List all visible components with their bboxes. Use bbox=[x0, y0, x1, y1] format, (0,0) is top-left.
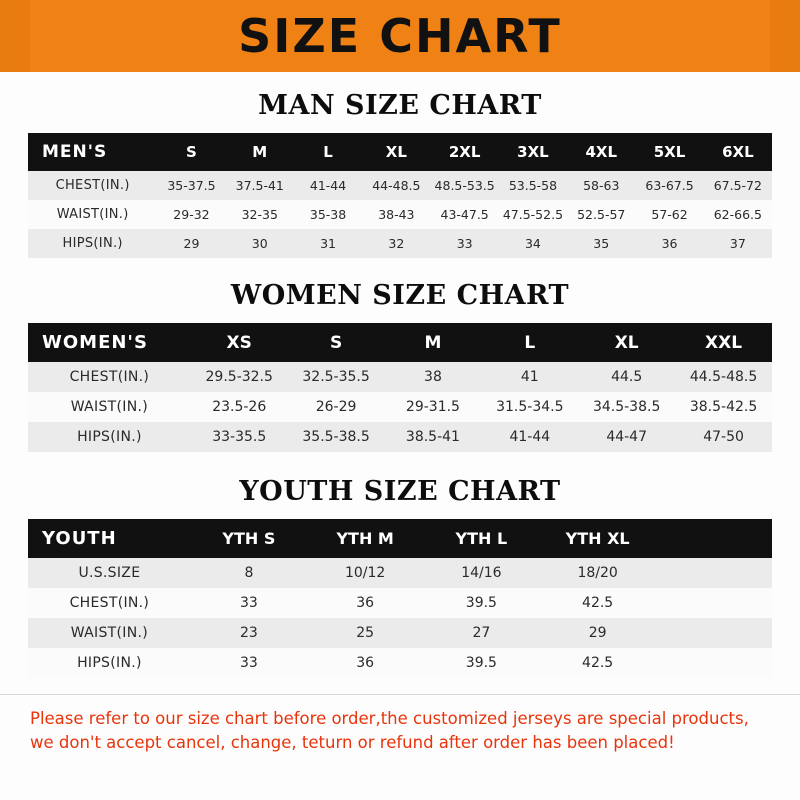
cell: 44-48.5 bbox=[362, 171, 430, 200]
table-row bbox=[28, 171, 772, 200]
column-header-spacer bbox=[656, 519, 772, 558]
table-row bbox=[28, 618, 772, 648]
cell: 32-35 bbox=[226, 200, 294, 229]
cell: 38.5-41 bbox=[385, 422, 482, 452]
cell: 8 bbox=[191, 558, 307, 588]
banner-left-accent bbox=[0, 0, 30, 72]
cell: 10/12 bbox=[307, 558, 423, 588]
table-row bbox=[28, 229, 772, 258]
footer-note bbox=[0, 694, 800, 755]
cell: 35-37.5 bbox=[157, 171, 225, 200]
cell: 32 bbox=[362, 229, 430, 258]
cell: 48.5-53.5 bbox=[431, 171, 499, 200]
column-header-rowlabel: YOUTH bbox=[28, 519, 191, 558]
table-header-row bbox=[28, 323, 772, 362]
banner-right-accent bbox=[770, 0, 800, 72]
page-title: SIZE CHART bbox=[238, 9, 562, 63]
row-label-us-size: U.S.SIZE bbox=[28, 558, 191, 588]
section-women bbox=[28, 280, 772, 452]
table-row bbox=[28, 392, 772, 422]
cell: 29 bbox=[540, 618, 656, 648]
column-header-6xl: 6XL bbox=[704, 133, 772, 171]
cell: 38-43 bbox=[362, 200, 430, 229]
column-header-rowlabel: WOMEN'S bbox=[28, 323, 191, 362]
cell: 29 bbox=[157, 229, 225, 258]
column-header-xl: XL bbox=[362, 133, 430, 171]
column-header-3xl: 3XL bbox=[499, 133, 567, 171]
column-header-yth-l: YTH L bbox=[423, 519, 539, 558]
cell: 33 bbox=[431, 229, 499, 258]
cell: 44.5-48.5 bbox=[675, 362, 772, 392]
table-row bbox=[28, 422, 772, 452]
cell: 39.5 bbox=[423, 588, 539, 618]
cell: 35 bbox=[567, 229, 635, 258]
man-size-table bbox=[28, 133, 772, 258]
cell: 29-31.5 bbox=[385, 392, 482, 422]
cell: 33 bbox=[191, 648, 307, 678]
cell: 37.5-41 bbox=[226, 171, 294, 200]
women-size-table bbox=[28, 323, 772, 452]
cell-empty bbox=[656, 558, 772, 588]
cell: 23.5-26 bbox=[191, 392, 288, 422]
column-header-4xl: 4XL bbox=[567, 133, 635, 171]
row-label-chest: CHEST(IN.) bbox=[28, 362, 191, 392]
cell: 35.5-38.5 bbox=[288, 422, 385, 452]
cell: 53.5-58 bbox=[499, 171, 567, 200]
section-title-women: WOMEN SIZE CHART bbox=[230, 280, 570, 311]
cell: 29-32 bbox=[157, 200, 225, 229]
table-row bbox=[28, 588, 772, 618]
cell: 41-44 bbox=[481, 422, 578, 452]
row-label-waist: WAIST(IN.) bbox=[28, 392, 191, 422]
cell: 38 bbox=[385, 362, 482, 392]
row-label-hips: HIPS(IN.) bbox=[28, 422, 191, 452]
cell: 29.5-32.5 bbox=[191, 362, 288, 392]
column-header-2xl: 2XL bbox=[431, 133, 499, 171]
cell: 37 bbox=[704, 229, 772, 258]
row-label-hips: HIPS(IN.) bbox=[28, 229, 157, 258]
column-header-xl: XL bbox=[578, 323, 675, 362]
table-header-row bbox=[28, 133, 772, 171]
chart-content bbox=[0, 90, 800, 678]
table-row bbox=[28, 558, 772, 588]
column-header-s: S bbox=[288, 323, 385, 362]
table-row bbox=[28, 362, 772, 392]
cell: 43-47.5 bbox=[431, 200, 499, 229]
table-row bbox=[28, 200, 772, 229]
cell: 62-66.5 bbox=[704, 200, 772, 229]
page-banner bbox=[0, 0, 800, 72]
cell: 14/16 bbox=[423, 558, 539, 588]
note-line-1: Please refer to our size chart before order,the customized jerseys are special products, bbox=[30, 709, 749, 728]
cell-empty bbox=[656, 648, 772, 678]
cell: 38.5-42.5 bbox=[675, 392, 772, 422]
cell: 47.5-52.5 bbox=[499, 200, 567, 229]
cell: 18/20 bbox=[540, 558, 656, 588]
cell: 58-63 bbox=[567, 171, 635, 200]
cell: 67.5-72 bbox=[704, 171, 772, 200]
column-header-l: L bbox=[481, 323, 578, 362]
cell: 39.5 bbox=[423, 648, 539, 678]
cell: 47-50 bbox=[675, 422, 772, 452]
column-header-xxl: XXL bbox=[675, 323, 772, 362]
cell: 44-47 bbox=[578, 422, 675, 452]
cell: 32.5-35.5 bbox=[288, 362, 385, 392]
row-label-waist: WAIST(IN.) bbox=[28, 200, 157, 229]
cell: 41-44 bbox=[294, 171, 362, 200]
cell: 63-67.5 bbox=[635, 171, 703, 200]
column-header-rowlabel: MEN'S bbox=[28, 133, 157, 171]
cell: 34 bbox=[499, 229, 567, 258]
cell: 25 bbox=[307, 618, 423, 648]
cell: 33 bbox=[191, 588, 307, 618]
column-header-5xl: 5XL bbox=[635, 133, 703, 171]
column-header-yth-s: YTH S bbox=[191, 519, 307, 558]
cell: 30 bbox=[226, 229, 294, 258]
youth-size-table bbox=[28, 519, 772, 678]
cell: 42.5 bbox=[540, 588, 656, 618]
cell: 57-62 bbox=[635, 200, 703, 229]
row-label-chest: CHEST(IN.) bbox=[28, 171, 157, 200]
cell: 31.5-34.5 bbox=[481, 392, 578, 422]
cell: 23 bbox=[191, 618, 307, 648]
section-youth bbox=[28, 476, 772, 678]
cell: 41 bbox=[481, 362, 578, 392]
column-header-xs: XS bbox=[191, 323, 288, 362]
section-title-youth: YOUTH SIZE CHART bbox=[239, 476, 561, 507]
cell: 34.5-38.5 bbox=[578, 392, 675, 422]
cell: 42.5 bbox=[540, 648, 656, 678]
cell: 36 bbox=[307, 588, 423, 618]
cell: 36 bbox=[307, 648, 423, 678]
section-title-man: MAN SIZE CHART bbox=[258, 90, 542, 121]
cell: 27 bbox=[423, 618, 539, 648]
section-man bbox=[28, 90, 772, 258]
column-header-l: L bbox=[294, 133, 362, 171]
table-row bbox=[28, 648, 772, 678]
column-header-m: M bbox=[226, 133, 294, 171]
cell: 33-35.5 bbox=[191, 422, 288, 452]
table-header-row bbox=[28, 519, 772, 558]
column-header-m: M bbox=[385, 323, 482, 362]
row-label-waist: WAIST(IN.) bbox=[28, 618, 191, 648]
column-header-yth-m: YTH M bbox=[307, 519, 423, 558]
cell: 26-29 bbox=[288, 392, 385, 422]
cell-empty bbox=[656, 618, 772, 648]
column-header-yth-xl: YTH XL bbox=[540, 519, 656, 558]
cell: 52.5-57 bbox=[567, 200, 635, 229]
cell: 31 bbox=[294, 229, 362, 258]
row-label-chest: CHEST(IN.) bbox=[28, 588, 191, 618]
cell: 44.5 bbox=[578, 362, 675, 392]
cell: 36 bbox=[635, 229, 703, 258]
cell-empty bbox=[656, 588, 772, 618]
column-header-s: S bbox=[157, 133, 225, 171]
note-line-2: we don't accept cancel, change, teturn or refund after order has been placed! bbox=[30, 732, 675, 752]
cell: 35-38 bbox=[294, 200, 362, 229]
row-label-hips: HIPS(IN.) bbox=[28, 648, 191, 678]
